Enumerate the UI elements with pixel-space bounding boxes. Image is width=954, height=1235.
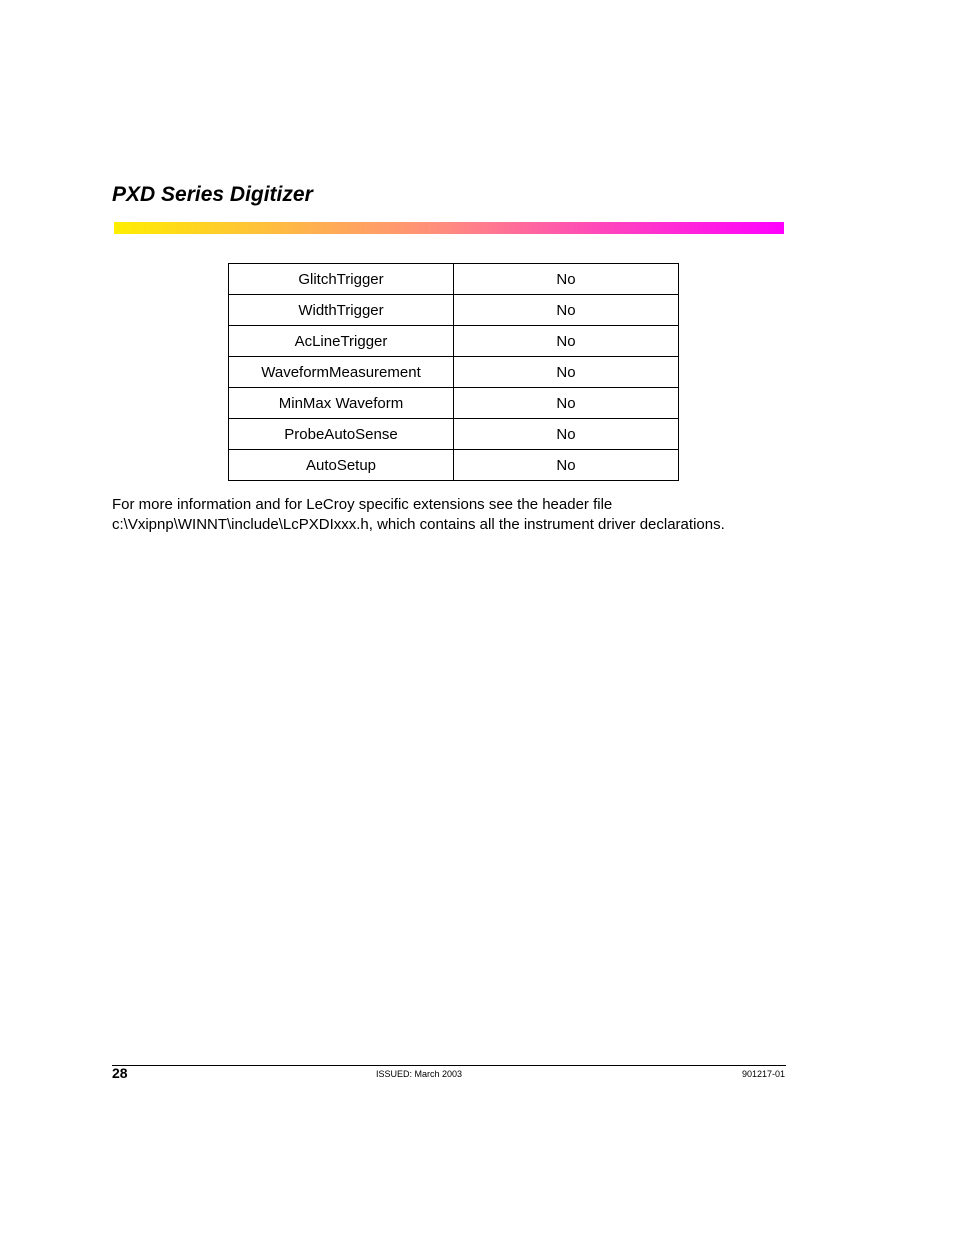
table-cell-feature: WaveformMeasurement (229, 357, 454, 388)
table-cell-value: No (454, 357, 679, 388)
footer-divider (112, 1065, 786, 1066)
table-cell-value: No (454, 264, 679, 295)
table-cell-value: No (454, 450, 679, 481)
capabilities-table (228, 263, 679, 481)
table-row (229, 419, 679, 450)
table-cell-feature: MinMax Waveform (229, 388, 454, 419)
body-line-1: For more information and for LeCroy specific extensions see the header file (112, 496, 613, 513)
table-cell-value: No (454, 388, 679, 419)
table-row (229, 388, 679, 419)
page-title: PXD Series Digitizer (112, 183, 313, 206)
table-cell-feature: WidthTrigger (229, 295, 454, 326)
table-row (229, 264, 679, 295)
body-line-2: c:\Vxipnp\WINNT\include\LcPXDIxxx.h, which contains all the instrument driver declarations. (112, 515, 725, 533)
page-number: 28 (112, 1065, 128, 1081)
table-row (229, 295, 679, 326)
table-cell-value: No (454, 419, 679, 450)
body-paragraph (112, 495, 832, 534)
issued-date: ISSUED: March 2003 (376, 1069, 463, 1079)
document-number: 901217-01 (741, 1069, 785, 1079)
table-row (229, 357, 679, 388)
table-cell-value: No (454, 295, 679, 326)
table-row (229, 326, 679, 357)
table-cell-feature: GlitchTrigger (229, 264, 454, 295)
table-cell-value: No (454, 326, 679, 357)
table-row (229, 450, 679, 481)
table-cell-feature: AutoSetup (229, 450, 454, 481)
table-cell-feature: AcLineTrigger (229, 326, 454, 357)
table-cell-feature: ProbeAutoSense (229, 419, 454, 450)
title-gradient-bar (114, 222, 784, 234)
